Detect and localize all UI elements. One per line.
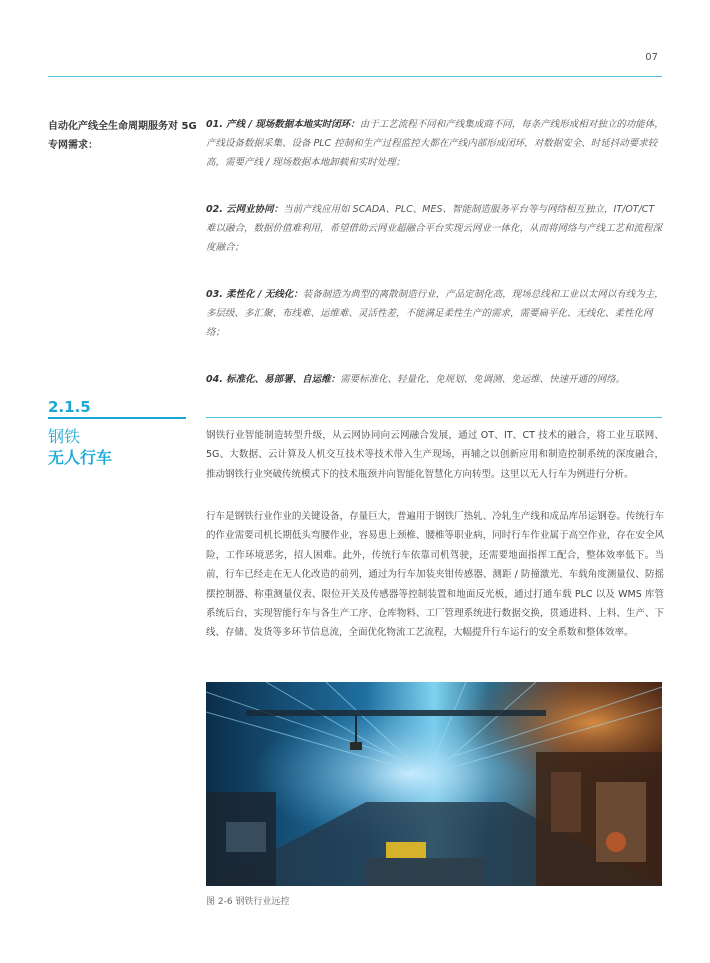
steel-plant-photo bbox=[206, 682, 662, 886]
section-title-line2: 无人行车 bbox=[48, 448, 113, 467]
section-divider bbox=[48, 417, 186, 419]
section-title-line1: 钢铁 bbox=[48, 427, 81, 446]
requirement-text: 当前产线应用如 SCADA、PLC、MES、智能制造服务平台等与网络相互独立，IT/OT/CT 难以融合，数据价值难利用，希望借助云网业超融合平台实现云网业一体化，从而将网络与产线工艺和流程深度融合； bbox=[206, 204, 663, 253]
requirement-text: 装备制造为典型的离散制造行业，产品定制化高，现场总线和工业以太网以有线为主，多层级、多汇聚、布线难、运维难、灵活性差，不能满足柔性生产的需求，需要扁平化、无线化、柔性化网络； bbox=[206, 289, 664, 338]
body-paragraph: 钢铁行业智能制造转型升级，从云网协同向云网融合发展，通过 OT、IT、CT 技术的融合，将工业互联网、5G、大数据、云计算及人机交互技术等技术带入生产现场，再辅之以创新应用和制造控制系统的深度融合，推动钢铁行业突破传统模式下的技术瓶颈并向智能化智慧化方向转型。这里以无人行车为例进行分析。 bbox=[206, 430, 664, 480]
requirement-title: 02. 云网业协同： bbox=[206, 204, 284, 215]
requirement-item bbox=[206, 285, 664, 342]
requirement-item bbox=[206, 200, 664, 257]
requirement-text: 由于工艺流程不同和产线集成商不同，每条产线形成相对独立的功能体，产线设备数据采集、设备 PLC 控制和生产过程监控大都在产线内部形成闭环，对数据安全、时延抖动要求较高，需要产线 / 现场数据本地卸载和实时处理； bbox=[206, 119, 664, 168]
section-title bbox=[48, 426, 112, 468]
requirement-item bbox=[206, 115, 664, 172]
requirements-label: 自动化产线全生命周期服务对 5G 专网需求： bbox=[48, 121, 197, 151]
body-paragraph: 行车是钢铁行业作业的关键设备，存量巨大，普遍用于钢铁厂热轧、冷轧生产线和成品库吊运钢卷。传统行车的作业需要司机长期低头弯腰作业，容易患上颈椎、腰椎等职业病，同时行车作业属于高空作业，存在安全风险，工作环境恶劣，招人困难。此外，传统行车依靠司机驾驶，还需要地面指挥工配合，整体效率低下。当前，行车已经走在无人化改造的前列，通过为行车加装夹钳传感器、测距 / 防撞激光、车载角度测量仪、防摇摆控制器、称重测量仪表、限位开关及传感器等控制装置和地面反光板，通过打通车载 PLC 以及 WMS 库管系统后台，实现智能行车与各生产工序、仓库物料、工厂管理系统进行数据交换，贯通进料、上料、生产、下线、存储、发货等多环节信息流，全面优化物流工艺流程，大幅提升行车运行的安全系数和整体效率。 bbox=[206, 511, 664, 639]
requirement-title: 01. 产线 / 现场数据本地实时闭环： bbox=[206, 119, 360, 130]
requirement-title: 03. 柔性化 / 无线化： bbox=[206, 289, 303, 300]
header-divider bbox=[48, 76, 662, 77]
page-number: 07 bbox=[645, 52, 658, 63]
requirement-text: 需要标准化、轻量化、免规划、免调测、免运维、快速开通的网络。 bbox=[340, 374, 626, 385]
requirement-title: 04. 标准化、易部署、自运维： bbox=[206, 374, 341, 385]
requirements-list bbox=[206, 115, 664, 417]
body-divider bbox=[206, 417, 662, 418]
figure-caption: 图 2-6 钢铁行业远控 bbox=[206, 897, 290, 907]
section-number: 2.1.5 bbox=[48, 398, 91, 416]
requirement-item bbox=[206, 370, 664, 389]
